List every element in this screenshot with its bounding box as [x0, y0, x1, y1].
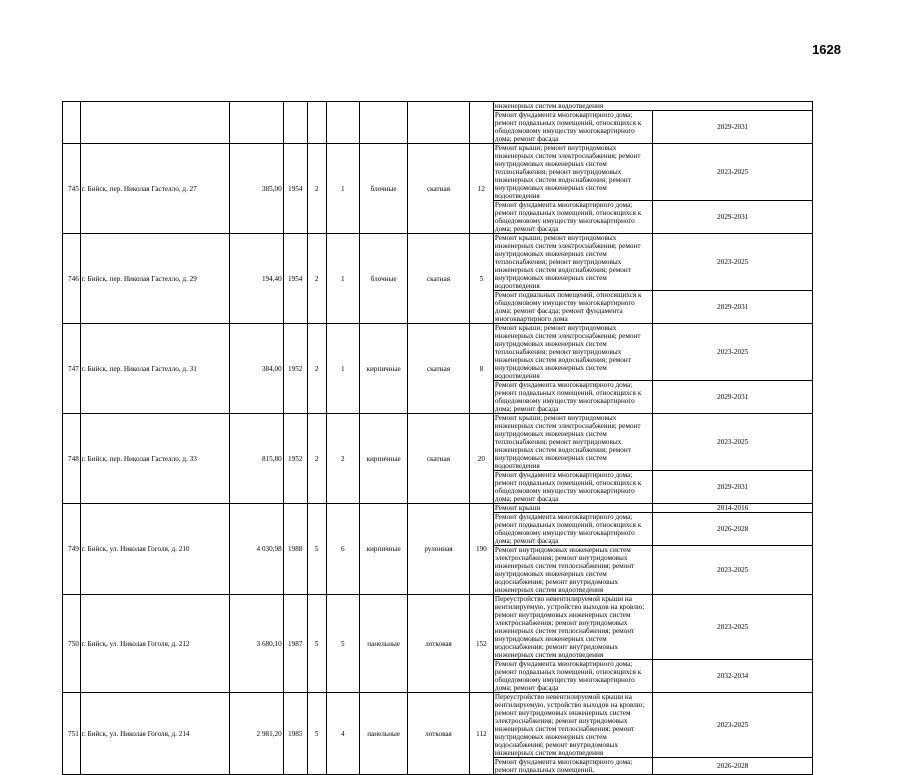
repair-period-cell: 2023-2025	[653, 144, 813, 201]
floors-cell: 2	[307, 414, 326, 504]
year-cell: 1987	[283, 595, 307, 693]
repair-works-cell: Ремонт крыши; ремонт внутридомовых инженерных систем электроснабжения; ремонт внутридомовых инженерных систем теплоснабжения; ремонт внутридомовых инженерных систем водоснабжения; ремонт внутридомовых инженерных систем водоотведения	[493, 324, 653, 381]
repair-period-cell: 2023-2025	[653, 546, 813, 595]
roof-type-cell: скатная	[408, 414, 470, 504]
entrances-cell: 1	[326, 144, 359, 234]
area-cell: 815,80	[230, 414, 283, 504]
year-cell: 1954	[283, 234, 307, 324]
residents-cell: 20	[469, 414, 493, 504]
repair-period-cell: 2023-2025	[653, 414, 813, 471]
area-cell: 194,40	[230, 234, 283, 324]
house-number-cell	[63, 102, 81, 144]
entrances-cell	[326, 102, 359, 144]
repair-period-cell: 2023-2025	[653, 595, 813, 660]
repair-works-cell: Ремонт фундамента многоквартирного дома; ремонт подвальных помещений, относящихся к общедомовому имуществу многоквартирного дома; ремонт фасада	[493, 660, 653, 693]
repair-works-cell: Ремонт крыши; ремонт внутридомовых инженерных систем электроснабжения; ремонт внутридомовых инженерных систем теплоснабжения; ремонт внутридомовых инженерных систем водоснабжения; ремонт внутридомовых инженерных систем водоотведения	[493, 144, 653, 201]
year-cell: 1952	[283, 324, 307, 414]
repair-works-cell: Ремонт фундамента многоквартирного дома; ремонт подвальных помещений, относящихся к общедомовому имуществу многоквартирного дома; ремонт фасада	[493, 111, 653, 144]
repair-period-cell: 2029-2031	[653, 471, 813, 504]
wall-material-cell: блочные	[360, 234, 408, 324]
roof-type-cell: скатная	[408, 234, 470, 324]
address-cell: г. Бийск, ул. Николая Гоголя, д. 210	[80, 504, 230, 595]
repair-period-cell: 2029-2031	[653, 111, 813, 144]
repair-period-cell: 2026-2028	[653, 758, 813, 775]
repair-period-cell: 2029-2031	[653, 291, 813, 324]
residents-cell: 112	[469, 693, 493, 775]
table-body	[63, 102, 813, 775]
entrances-cell: 2	[326, 414, 359, 504]
residents-cell: 190	[469, 504, 493, 595]
repair-works-cell: Переустройство невентилируемой крыши на вентилируемую, устройство выходов на кровлю; ремонт внутридомовых инженерных систем электроснабжения; ремонт внутридомовых инженерных систем теплоснабжения; ремонт внутридомовых инженерных систем водоснабжения; ремонт внутридомовых инженерных систем водоотведения	[493, 693, 653, 758]
year-cell: 1988	[283, 504, 307, 595]
roof-type-cell: рулонная	[408, 504, 470, 595]
address-cell: г. Бийск, пер. Николая Гастелло, д. 31	[80, 324, 230, 414]
table-row	[63, 504, 813, 513]
address-cell: г. Бийск, ул. Николая Гоголя, д. 214	[80, 693, 230, 775]
capital-repair-table	[62, 101, 813, 775]
house-number-cell: 746	[63, 234, 81, 324]
repair-works-cell: Ремонт фундамента многоквартирного дома; ремонт подвальных помещений, относящихся к общедомовому имуществу многоквартирного дома; ремонт фасада	[493, 471, 653, 504]
repair-works-cell: Ремонт фундамента многоквартирного дома; ремонт подвальных помещений,	[493, 758, 653, 775]
wall-material-cell: кирпичные	[360, 414, 408, 504]
year-cell: 1952	[283, 414, 307, 504]
area-cell: 385,00	[230, 144, 283, 234]
repair-works-cell: Ремонт фундамента многоквартирного дома; ремонт подвальных помещений, относящихся к общедомовому имуществу многоквартирного дома; ремонт фасада	[493, 381, 653, 414]
table-row	[63, 324, 813, 381]
repair-works-cell: инженерных систем водоотведения	[493, 102, 812, 111]
floors-cell: 2	[307, 234, 326, 324]
floors-cell: 5	[307, 595, 326, 693]
area-cell: 384,00	[230, 324, 283, 414]
entrances-cell: 1	[326, 234, 359, 324]
repair-period-cell: 2023-2025	[653, 693, 813, 758]
residents-cell: 8	[469, 324, 493, 414]
repair-works-cell: Ремонт подвальных помещений, относящихся к общедомовому имуществу многоквартирного дома; ремонт фасада; ремонт фундамента многоквартирного дома	[493, 291, 653, 324]
wall-material-cell: блочные	[360, 144, 408, 234]
residents-cell: 5	[469, 234, 493, 324]
year-cell: 1985	[283, 693, 307, 775]
wall-material-cell: кирпичные	[360, 324, 408, 414]
floors-cell: 5	[307, 693, 326, 775]
address-cell: г. Бийск, пер. Николая Гастелло, д. 33	[80, 414, 230, 504]
entrances-cell: 6	[326, 504, 359, 595]
repair-works-cell: Ремонт фундамента многоквартирного дома; ремонт подвальных помещений, относящихся к общедомовому имуществу многоквартирного дома; ремонт фасада	[493, 201, 653, 234]
address-cell: г. Бийск, пер. Николая Гастелло, д. 29	[80, 234, 230, 324]
wall-material-cell	[360, 102, 408, 144]
repair-works-cell: Ремонт крыши; ремонт внутридомовых инженерных систем электроснабжения; ремонт внутридомовых инженерных систем теплоснабжения; ремонт внутридомовых инженерных систем водоснабжения; ремонт внутридомовых инженерных систем водоотведения	[493, 234, 653, 291]
table-row	[63, 693, 813, 758]
repair-works-cell: Ремонт внутридомовых инженерных систем электроснабжения; ремонт внутридомовых инженерных систем теплоснабжения; ремонт внутридомовых инженерных систем водоснабжения; ремонт внутридомовых инженерных систем водоотведения	[493, 546, 653, 595]
roof-type-cell: скатная	[408, 324, 470, 414]
page-number: 1628	[812, 42, 841, 57]
repair-period-cell: 2029-2031	[653, 201, 813, 234]
area-cell: 3 680,10	[230, 595, 283, 693]
table-row	[63, 144, 813, 201]
entrances-cell: 1	[326, 324, 359, 414]
entrances-cell: 4	[326, 693, 359, 775]
repair-period-cell: 2029-2031	[653, 381, 813, 414]
roof-type-cell	[408, 102, 470, 144]
roof-type-cell: лотковая	[408, 693, 470, 775]
repair-works-cell: Ремонт крыши; ремонт внутридомовых инженерных систем электроснабжения; ремонт внутридомовых инженерных систем теплоснабжения; ремонт внутридомовых инженерных систем водоснабжения; ремонт внутридомовых инженерных систем водоотведения	[493, 414, 653, 471]
roof-type-cell: скатная	[408, 144, 470, 234]
address-cell	[80, 102, 230, 144]
house-number-cell: 745	[63, 144, 81, 234]
area-cell: 4 030,98	[230, 504, 283, 595]
house-number-cell: 749	[63, 504, 81, 595]
repair-works-cell: Ремонт фундамента многоквартирного дома; ремонт подвальных помещений, относящихся к общедомовому имуществу многоквартирного дома; ремонт фасада	[493, 513, 653, 546]
floors-cell	[307, 102, 326, 144]
wall-material-cell: кирпичные	[360, 504, 408, 595]
repair-works-cell: Ремонт крыши	[493, 504, 653, 513]
residents-cell	[469, 102, 493, 144]
area-cell: 2 981,20	[230, 693, 283, 775]
table-row	[63, 595, 813, 660]
repair-period-cell: 2032-2034	[653, 660, 813, 693]
wall-material-cell: панельные	[360, 693, 408, 775]
repair-works-cell: Переустройство невентилируемой крыши на вентилируемую, устройство выходов на кровлю; ремонт внутридомовых инженерных систем электроснабжения; ремонт внутридомовых инженерных систем теплоснабжения; ремонт внутридомовых инженерных систем водоснабжения; ремонт внутридомовых инженерных систем водоотведения	[493, 595, 653, 660]
repair-period-cell: 2014-2016	[653, 504, 813, 513]
repair-period-cell: 2026-2028	[653, 513, 813, 546]
house-number-cell: 750	[63, 595, 81, 693]
entrances-cell: 5	[326, 595, 359, 693]
area-cell	[230, 102, 283, 144]
floors-cell: 5	[307, 504, 326, 595]
house-number-cell: 751	[63, 693, 81, 775]
year-cell	[283, 102, 307, 144]
year-cell: 1954	[283, 144, 307, 234]
address-cell: г. Бийск, ул. Николая Гоголя, д. 212	[80, 595, 230, 693]
table-row	[63, 102, 813, 111]
repair-period-cell: 2023-2025	[653, 234, 813, 291]
house-number-cell: 747	[63, 324, 81, 414]
roof-type-cell: лотковая	[408, 595, 470, 693]
repair-period-cell: 2023-2025	[653, 324, 813, 381]
residents-cell: 12	[469, 144, 493, 234]
house-number-cell: 748	[63, 414, 81, 504]
residents-cell: 152	[469, 595, 493, 693]
floors-cell: 2	[307, 324, 326, 414]
address-cell: г. Бийск, пер. Николая Гастелло, д. 27	[80, 144, 230, 234]
table-row	[63, 414, 813, 471]
floors-cell: 2	[307, 144, 326, 234]
table-row	[63, 234, 813, 291]
wall-material-cell: панельные	[360, 595, 408, 693]
